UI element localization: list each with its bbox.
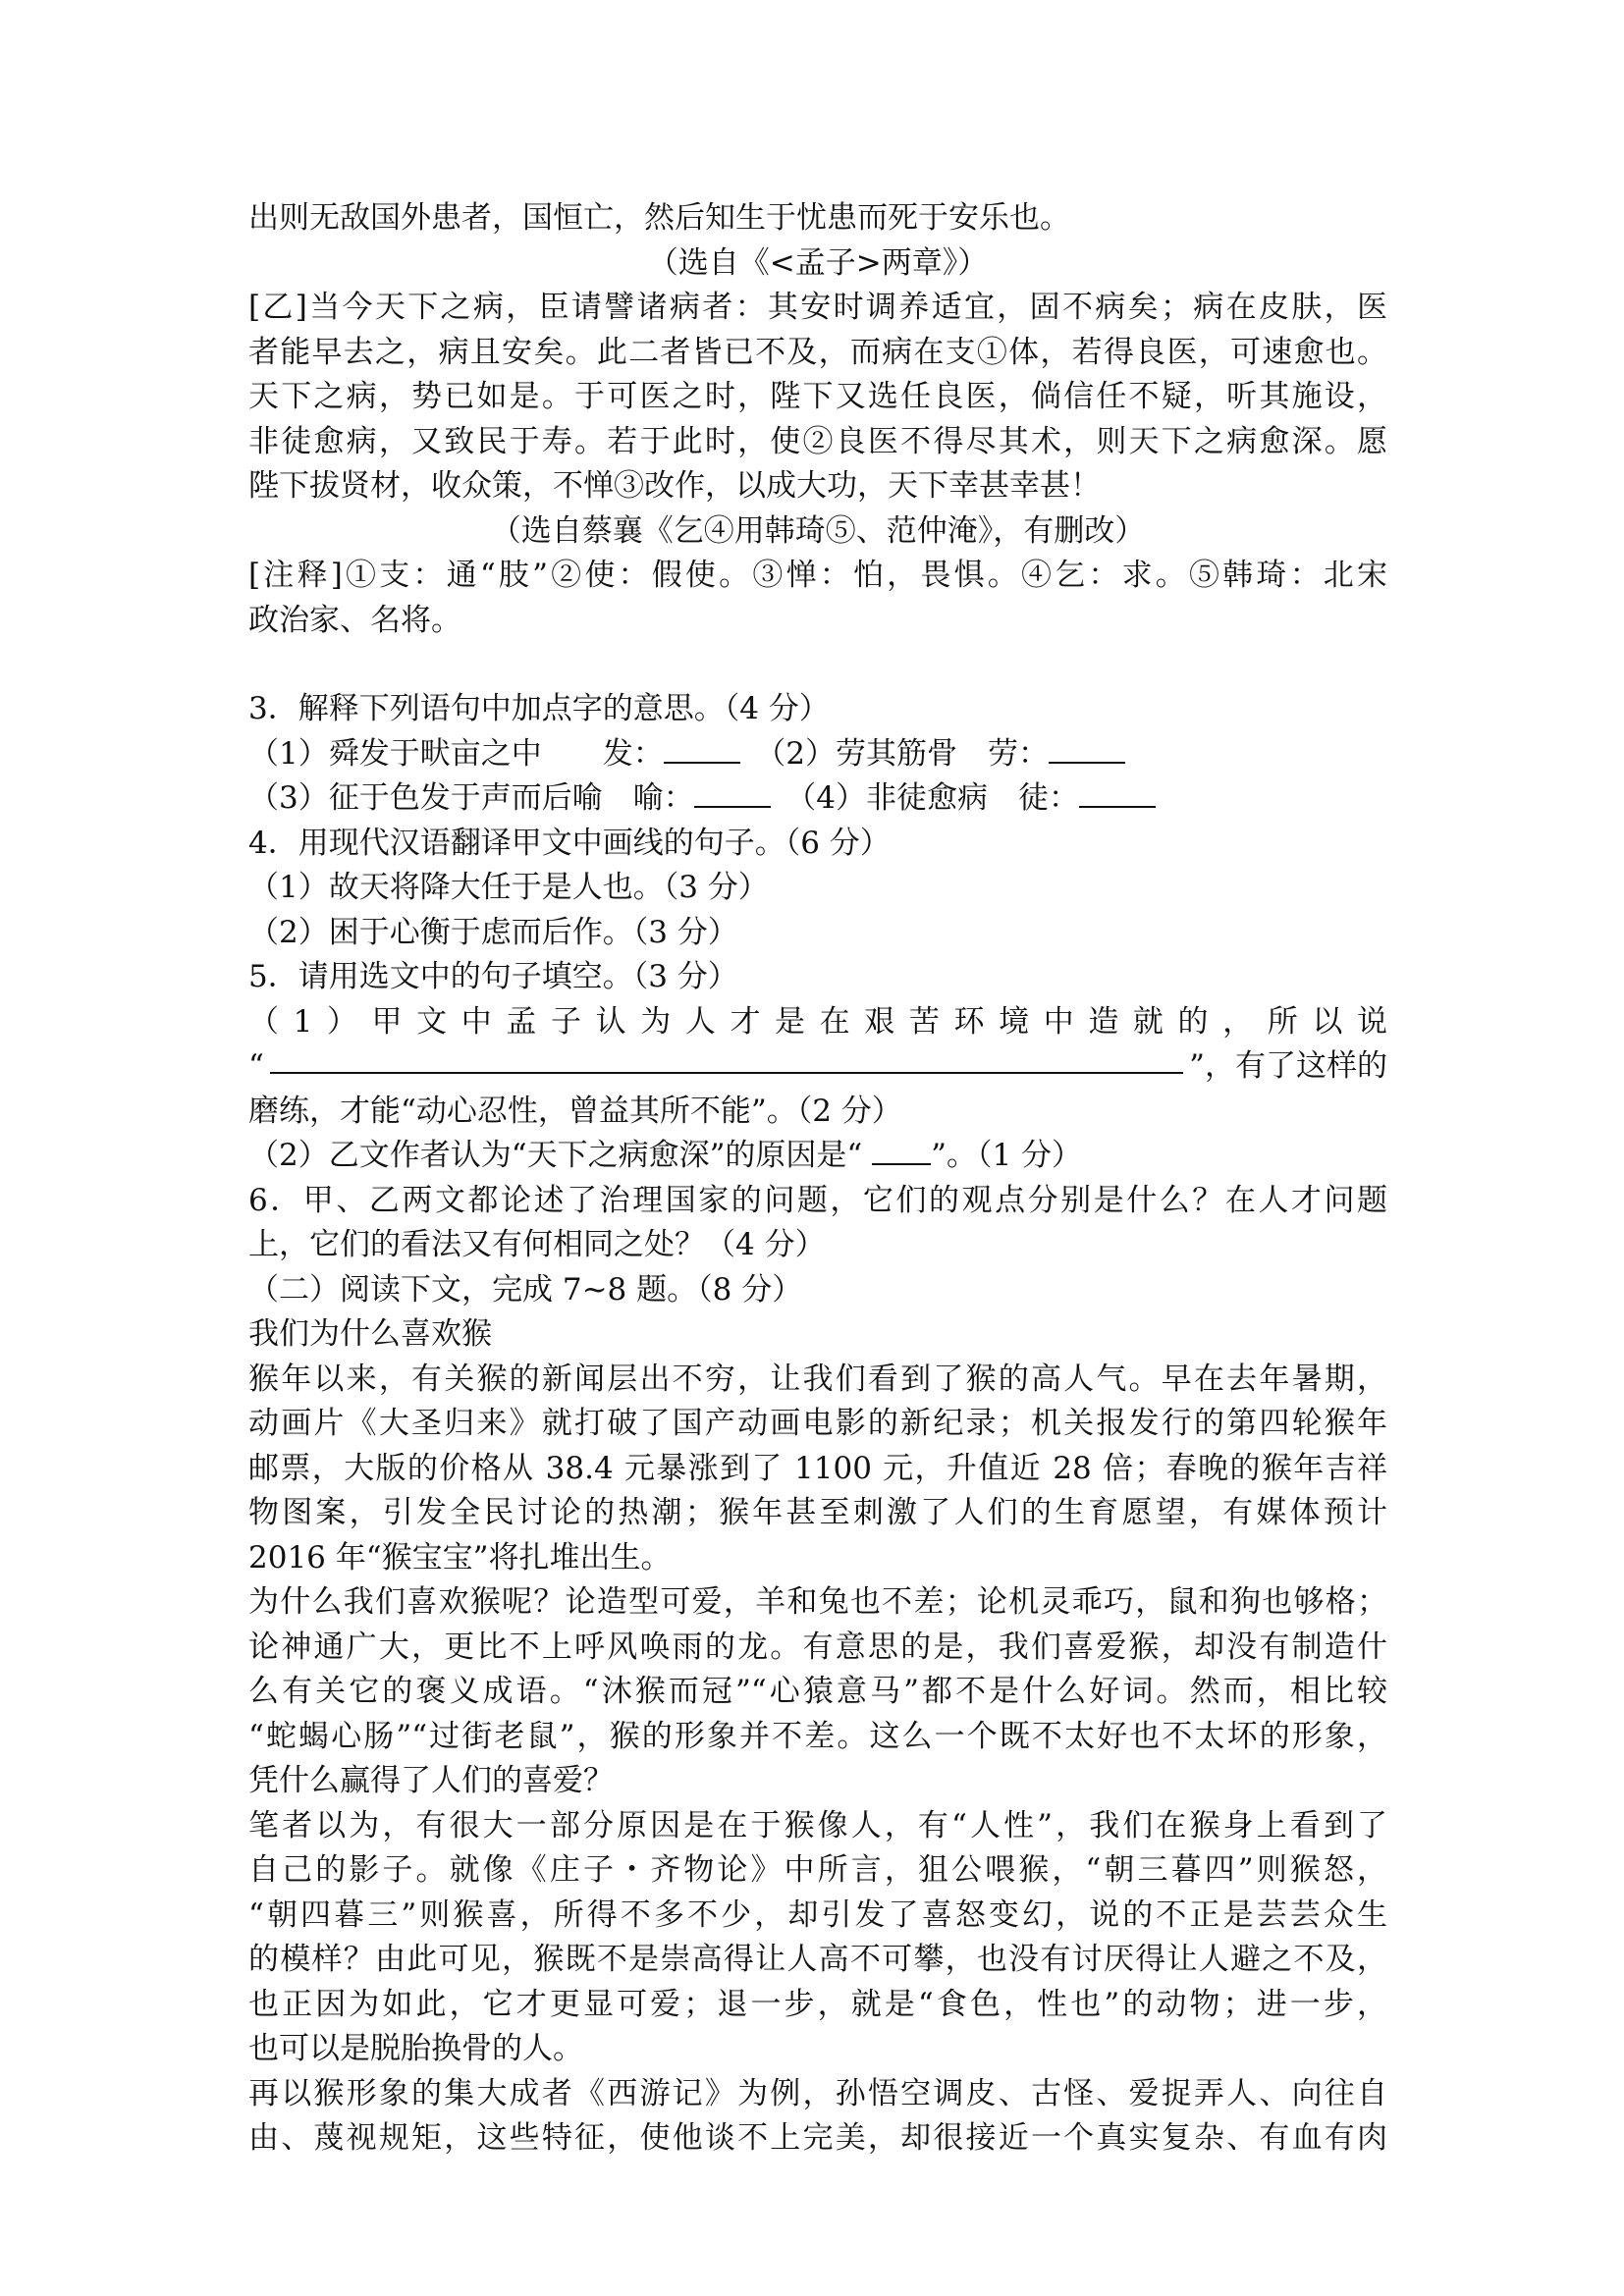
paragraph-line: 也可以是脱胎换骨的人。 [248, 2031, 583, 2066]
text-line: 天下之病，势已如是。于可医之时，陛下又选任良医，倘信任不疑，听其施设， [248, 379, 1387, 414]
answer-blank[interactable] [1049, 734, 1125, 764]
question-3-row-2 [248, 776, 1387, 822]
paragraph-line: 也正因为如此，它才更显可爱；退一步，就是“食色，性也”的动物；进一步， [248, 1986, 1387, 2022]
question-3: 3．解释下列语句中加点字的意思。（4 分） [248, 691, 830, 726]
paragraph-line: 邮票，大版的价格从 38.4 元暴涨到了 1100 元，升值近 28 倍；春晚的猴年吉祥 [248, 1450, 1387, 1486]
text-line: 出则无敌国外患者，国恒亡，然后知生于忧患而死于安乐也。 [248, 200, 1070, 236]
question-4: 4．用现代汉语翻译甲文中画线的句子。（6 分） [248, 825, 891, 861]
paragraph-line: 的模样？由此可见，猴既不是崇高得让人高不可攀，也没有讨厌得让人避之不及， [248, 1942, 1387, 1977]
paragraph-line: 2016 年“猴宝宝”将扎堆出生。 [248, 1539, 672, 1575]
question-3-2: （2）劳其筋骨 劳： [739, 735, 1049, 772]
paragraph-line: 猴年以来，有关猴的新闻层出不穷，让我们看到了猴的高人气。早在去年暑期， [248, 1361, 1387, 1397]
document-page [248, 196, 1387, 2162]
source-citation: （选自《<孟子>两章》） [647, 244, 989, 281]
answer-blank[interactable] [872, 1136, 931, 1165]
article-title: 我们为什么喜欢猴 [248, 1316, 492, 1352]
paragraph-line: 由、蔑视规矩，这些特征，使他谈不上完美，却很接近一个真实复杂、有血有肉 [248, 2120, 1387, 2156]
question-4-2: （2）困于心衡于虑而后作。（3 分） [248, 914, 738, 950]
paragraph-line: 动画片《大圣归来》就打破了国产动画电影的新纪录；机关报发行的第四轮猴年 [248, 1406, 1387, 1441]
answer-blank[interactable] [664, 734, 740, 764]
question-6: 6．甲、乙两文都论述了治理国家的问题，它们的观点分别是什么？在人才问题 [248, 1182, 1387, 1218]
paragraph-line: 为什么我们喜欢猴呢？论造型可爱，羊和兔也不差；论机灵乖巧，鼠和狗也够格； [248, 1584, 1387, 1620]
close-quote: ”，有了这样的 [1189, 1048, 1387, 1084]
text-line: [乙]当今天下之病，臣请譬诸病者：其安时调养适宜，固不病矣；病在皮肤，医 [248, 290, 1387, 325]
answer-blank[interactable] [1079, 778, 1156, 808]
spacer [248, 643, 1387, 687]
open-quote: “ [248, 1048, 264, 1084]
question-5-2: （2）乙文作者认为“天下之病愈深”的原因是“ ”。（1 分） [248, 1138, 1083, 1173]
question-3-1: （1）舜发于畎亩之中 发： [248, 735, 664, 772]
text-line: 陛下拔贤材，收众策，不惮③改作，以成大功，天下幸甚幸甚！ [248, 468, 1101, 504]
paragraph-line: “蛇蝎心肠”“过街老鼠”，猴的形象并不差。这么一个既不太好也不太坏的形象， [248, 1718, 1387, 1754]
source-citation: （选自蔡襄《乞④用韩琦⑤、范仲淹》，有删改） [490, 512, 1146, 549]
paragraph-line: 么有关它的褒义成语。“沐猴而冠”“心猿意马”都不是什么好词。然而，相比较 [248, 1674, 1387, 1709]
section-heading: （二）阅读下文，完成 7~8 题。（8 分） [248, 1271, 803, 1308]
question-5: 5．请用选文中的句子填空。（3 分） [248, 959, 738, 994]
answer-blank[interactable] [270, 1044, 1183, 1074]
annotation-line: 政治家、名将。 [248, 602, 461, 638]
paragraph-line: “朝四暮三”则猴喜，所得不多不少，却引发了喜怒变幻，说的不正是芸芸众生 [248, 1896, 1387, 1933]
question-3-4: （4）非徒愈病 徒： [770, 780, 1079, 816]
paragraph-line: 论神通广大，更比不上呼风唤雨的龙。有意思的是，我们喜爱猴，却没有制造什 [248, 1629, 1387, 1665]
question-5-1-blank-row [248, 1044, 1387, 1090]
paragraph-line: 自己的影子。就像《庄子・齐物论》中所言，狙公喂猴，“朝三暮四”则猴怒， [248, 1852, 1387, 1888]
paragraph-line: 凭什么赢得了人们的喜爱？ [248, 1763, 614, 1798]
question-5-1-cont: 磨练，才能“动心忍性，曾益其所不能”。（2 分） [248, 1093, 902, 1129]
question-3-row-1 [248, 732, 1387, 777]
question-6-cont: 上，它们的看法又有何相同之处？（4 分） [248, 1227, 826, 1262]
paragraph-line: 再以猴形象的集大成者《西游记》为例，孙悟空调皮、古怪、爱捉弄人、向往自 [248, 2075, 1387, 2111]
question-5-1: （1）甲文中孟子认为人才是在艰苦环境中造就的，所以说 [248, 1003, 1387, 1040]
text-line: 非徒愈病，又致民于寿。若于此时，使②良医不得尽其术，则天下之病愈深。愿 [248, 423, 1387, 459]
paragraph-line: 笔者以为，有很大一部分原因是在于猴像人，有“人性”，我们在猴身上看到了 [248, 1807, 1387, 1843]
question-4-1: （1）故天将降大任于是人也。（3 分） [248, 870, 769, 905]
question-3-3: （3）征于色发于声而后喻 喻： [248, 780, 694, 816]
annotation-line: [注释]①支：通“肢”②使：假使。③惮：怕，畏惧。④乞：求。⑤韩琦：北宋 [248, 558, 1387, 593]
answer-blank[interactable] [694, 778, 771, 808]
text-line: 者能早去之，病且安矣。此二者皆已不及，而病在支①体，若得良医，可速愈也。 [248, 334, 1387, 370]
paragraph-line: 物图案，引发全民讨论的热潮；猴年甚至刺激了人们的生育愿望，有媒体预计 [248, 1495, 1387, 1530]
